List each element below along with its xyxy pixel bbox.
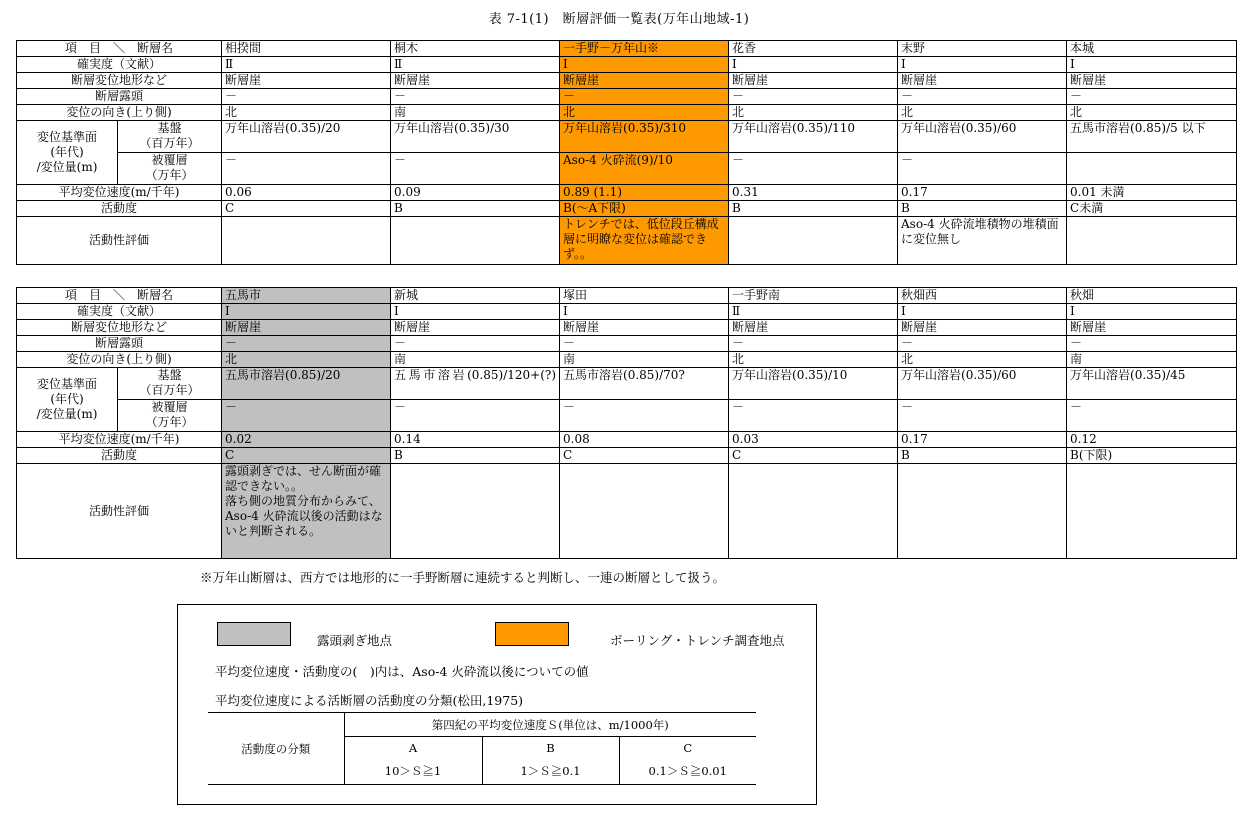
landform-cell: 断層崖 [391, 320, 560, 336]
legend-gray-label: 露頭剥ぎ地点 [317, 633, 393, 648]
rate-cell: 0.06 [222, 185, 391, 201]
activity-cell: C [222, 201, 391, 217]
row-label-activity: 活動度 [17, 201, 222, 217]
cover-cell: － [391, 400, 560, 432]
fault-name-cell: 秋畑西 [898, 288, 1067, 304]
exposure-cell: － [729, 336, 898, 352]
fault-name-cell: 五馬市 [222, 288, 391, 304]
direction-cell: 南 [1067, 352, 1237, 368]
rate-cell: 0.17 [898, 185, 1067, 201]
fault-name-cell: 一手野南 [729, 288, 898, 304]
bedrock-cell: 五馬市溶岩(0.85)/20 [222, 368, 391, 400]
exposure-cell: － [560, 336, 729, 352]
row-label-ref-group: 変位基準面 (年代) /変位量(m) [17, 368, 118, 432]
exposure-cell: － [560, 89, 729, 105]
certainty-cell: Ⅱ [729, 304, 898, 320]
row-label-cover: 被覆層 （万年） [118, 153, 222, 185]
certainty-cell: Ⅰ [560, 57, 729, 73]
direction-cell: 南 [391, 105, 560, 121]
evaluation-cell [1067, 217, 1237, 265]
evaluation-cell: トレンチでは、低位段丘構成層に明瞭な変位は確認できず。。 [560, 217, 729, 265]
activity-cell: B(～A下限) [560, 201, 729, 217]
bedrock-cell: 万年山溶岩(0.35)/30 [391, 121, 560, 153]
exposure-cell: － [729, 89, 898, 105]
fault-table-2 [16, 287, 1237, 559]
exposure-cell: － [1067, 89, 1237, 105]
evaluation-cell: Aso-4 火砕流堆積物の堆積面に変位無し [898, 217, 1067, 265]
certainty-cell: Ⅱ [391, 57, 560, 73]
certainty-cell: Ⅰ [1067, 304, 1237, 320]
cover-cell: － [729, 400, 898, 432]
row-label-exposure: 断層露頭 [17, 336, 222, 352]
activity-cell: C未満 [1067, 201, 1237, 217]
rate-cell: 0.02 [222, 432, 391, 448]
fault-name-cell: 末野 [898, 41, 1067, 57]
row-label-bedrock: 基盤 （百万年） [118, 368, 222, 400]
row-label-name: 項 目 ＼ 断層名 [17, 288, 222, 304]
fault-name-cell: 相揆間 [222, 41, 391, 57]
landform-cell: 断層崖 [391, 73, 560, 89]
direction-cell: 北 [898, 105, 1067, 121]
bedrock-cell: 五馬市溶岩(0.85)/5 以下 [1067, 121, 1237, 153]
row-label-evaluation: 活動性評価 [17, 217, 222, 265]
bedrock-cell: 万年山溶岩(0.35)/60 [898, 368, 1067, 400]
activity-cell: B [898, 448, 1067, 464]
legend-orange-swatch [495, 622, 569, 646]
evaluation-cell [1067, 464, 1237, 559]
landform-cell: 断層崖 [729, 320, 898, 336]
direction-cell: 南 [391, 352, 560, 368]
cover-cell: － [560, 400, 729, 432]
evaluation-cell [729, 464, 898, 559]
exposure-cell: － [898, 336, 1067, 352]
row-label-direction: 変位の向き(上り側) [17, 105, 222, 121]
bedrock-cell: 万年山溶岩(0.35)/310 [560, 121, 729, 153]
activity-cell: B [729, 201, 898, 217]
bedrock-cell: 万年山溶岩(0.35)/60 [898, 121, 1067, 153]
direction-cell: 北 [222, 105, 391, 121]
cover-cell [1067, 153, 1237, 185]
fault-name-cell: 塚田 [560, 288, 729, 304]
fault-name-cell: 本城 [1067, 41, 1237, 57]
evaluation-cell [560, 464, 729, 559]
direction-cell: 南 [560, 352, 729, 368]
cover-cell: － [729, 153, 898, 185]
activity-cell: B(下限) [1067, 448, 1237, 464]
activity-cell: B [898, 201, 1067, 217]
landform-cell: 断層崖 [729, 73, 898, 89]
certainty-cell: Ⅰ [1067, 57, 1237, 73]
bedrock-cell: 万年山溶岩(0.35)/20 [222, 121, 391, 153]
fault-name-cell: 桐木 [391, 41, 560, 57]
class-range-b: 1＞Ｓ≧0.1 [482, 759, 619, 785]
row-label-certainty: 確実度（文献） [17, 304, 222, 320]
certainty-cell: Ⅱ [222, 57, 391, 73]
rate-cell: 0.01 未満 [1067, 185, 1237, 201]
landform-cell: 断層崖 [898, 320, 1067, 336]
class-range-a: 10＞Ｓ≧1 [344, 759, 482, 785]
cover-cell: － [898, 400, 1067, 432]
classification-row-header: 活動度の分類 [208, 713, 344, 785]
fault-name-cell: 秋畑 [1067, 288, 1237, 304]
evaluation-cell [898, 464, 1067, 559]
exposure-cell: － [391, 336, 560, 352]
landform-cell: 断層崖 [898, 73, 1067, 89]
row-label-activity: 活動度 [17, 448, 222, 464]
landform-cell: 断層崖 [560, 73, 729, 89]
class-range-c: 0.1＞Ｓ≧0.01 [619, 759, 756, 785]
activity-cell: B [391, 448, 560, 464]
exposure-cell: － [222, 89, 391, 105]
rate-cell: 0.08 [560, 432, 729, 448]
cover-cell: － [898, 153, 1067, 185]
bedrock-cell: 万年山溶岩(0.35)/110 [729, 121, 898, 153]
direction-cell: 北 [898, 352, 1067, 368]
row-label-name: 項 目 ＼ 断層名 [17, 41, 222, 57]
classification-table [208, 712, 756, 785]
evaluation-cell [222, 217, 391, 265]
cover-cell: － [222, 153, 391, 185]
row-label-ref-group: 変位基準面 (年代) /変位量(m) [17, 121, 118, 185]
bedrock-cell: 五馬市溶岩(0.85)/70? [560, 368, 729, 400]
rate-cell: 0.31 [729, 185, 898, 201]
row-label-evaluation: 活動性評価 [17, 464, 222, 559]
rate-cell: 0.09 [391, 185, 560, 201]
activity-cell: C [222, 448, 391, 464]
activity-cell: C [729, 448, 898, 464]
row-label-exposure: 断層露頭 [17, 89, 222, 105]
class-grade-c: C [683, 740, 693, 755]
classification-caption: 平均変位速度による活断層の活動度の分類(松田,1975) [215, 693, 524, 708]
classification-col-header: 第四紀の平均変位速度Ｓ(単位は、m/1000年) [344, 713, 756, 737]
rate-cell: 0.17 [898, 432, 1067, 448]
evaluation-cell: 露頭剥ぎでは、せん断面が確認できない。。 落ち側の地質分布からみて、Aso-4 火砕流以後の活動はないと判断される。 [222, 464, 391, 559]
direction-cell: 北 [222, 352, 391, 368]
cover-cell: － [1067, 400, 1237, 432]
direction-cell: 北 [729, 105, 898, 121]
legend-box [177, 604, 817, 805]
certainty-cell: Ⅰ [729, 57, 898, 73]
landform-cell: 断層崖 [1067, 73, 1237, 89]
fault-name-cell: 一手野－万年山※ [560, 41, 729, 57]
activity-cell: B [391, 201, 560, 217]
rate-cell: 0.03 [729, 432, 898, 448]
landform-cell: 断層崖 [1067, 320, 1237, 336]
exposure-cell: － [391, 89, 560, 105]
landform-cell: 断層崖 [560, 320, 729, 336]
certainty-cell: Ⅰ [898, 57, 1067, 73]
row-label-landform: 断層変位地形など [17, 73, 222, 89]
bedrock-cell: 万年山溶岩(0.35)/45 [1067, 368, 1237, 400]
direction-cell: 北 [729, 352, 898, 368]
bedrock-cell: 五馬市溶岩(0.85)/120+(?) [391, 368, 560, 400]
document-title: 表 7-1(1) 断層評価一覧表(万年山地域-1) [488, 12, 750, 27]
evaluation-cell [729, 217, 898, 265]
legend-gray-swatch [217, 622, 291, 646]
exposure-cell: － [898, 89, 1067, 105]
row-label-rate: 平均変位速度(m/千年) [17, 432, 222, 448]
legend-orange-label: ボーリング・トレンチ調査地点 [610, 633, 785, 648]
landform-cell: 断層崖 [222, 73, 391, 89]
row-label-direction: 変位の向き(上り側) [17, 352, 222, 368]
activity-cell: C [560, 448, 729, 464]
rate-cell: 0.12 [1067, 432, 1237, 448]
footnote: ※万年山断層は、西方では地形的に一手野断層に連続すると判断し、一連の断層として扱う。 [200, 570, 726, 585]
cover-cell: － [222, 400, 391, 432]
rate-cell: 0.89 (1.1) [560, 185, 729, 201]
fault-name-cell: 花香 [729, 41, 898, 57]
fault-name-cell: 新城 [391, 288, 560, 304]
certainty-cell: Ⅰ [560, 304, 729, 320]
direction-cell: 北 [1067, 105, 1237, 121]
evaluation-cell [391, 217, 560, 265]
rate-cell: 0.14 [391, 432, 560, 448]
direction-cell: 北 [560, 105, 729, 121]
cover-cell: Aso-4 火砕流(9)/10 [560, 153, 729, 185]
row-label-cover: 被覆層 （万年） [118, 400, 222, 432]
evaluation-cell [391, 464, 560, 559]
row-label-bedrock: 基盤 （百万年） [118, 121, 222, 153]
class-grade-a: A [344, 737, 482, 759]
certainty-cell: Ⅰ [898, 304, 1067, 320]
row-label-rate: 平均変位速度(m/千年) [17, 185, 222, 201]
certainty-cell: Ⅰ [391, 304, 560, 320]
bedrock-cell: 万年山溶岩(0.35)/10 [729, 368, 898, 400]
legend-note: 平均変位速度・活動度の( )内は、Aso-4 火砕流以後についての値 [215, 664, 589, 679]
certainty-cell: Ⅰ [222, 304, 391, 320]
fault-table-1 [16, 40, 1237, 265]
exposure-cell: － [222, 336, 391, 352]
cover-cell: － [391, 153, 560, 185]
row-label-certainty: 確実度（文献） [17, 57, 222, 73]
exposure-cell: － [1067, 336, 1237, 352]
landform-cell: 断層崖 [222, 320, 391, 336]
class-grade-b: B [482, 737, 619, 759]
row-label-landform: 断層変位地形など [17, 320, 222, 336]
